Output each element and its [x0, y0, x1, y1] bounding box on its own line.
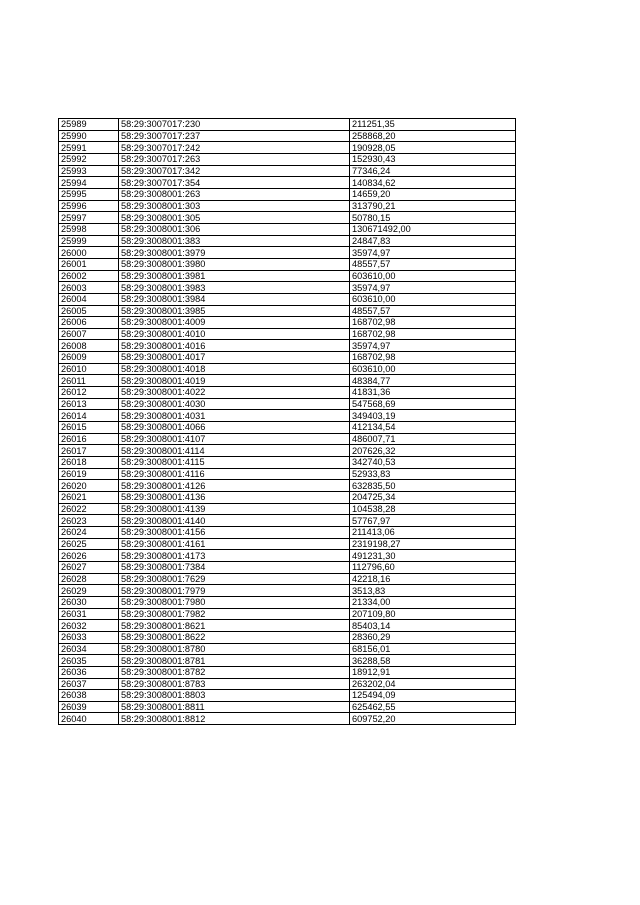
- value-cell: 349403,19: [350, 410, 516, 422]
- table-row: [59, 608, 516, 620]
- row-number-cell: 26026: [59, 550, 119, 562]
- cadastral-number-cell: 58:29:3008001:8803: [119, 690, 350, 702]
- cadastral-number-cell: 58:29:3008001:8781: [119, 655, 350, 667]
- table-row: [59, 538, 516, 550]
- row-number-cell: 26004: [59, 293, 119, 305]
- table-body: [59, 119, 516, 725]
- cadastral-number-cell: 58:29:3007017:342: [119, 165, 350, 177]
- row-number-cell: 26037: [59, 678, 119, 690]
- cadastral-number-cell: 58:29:3008001:305: [119, 212, 350, 224]
- cadastral-number-cell: 58:29:3008001:4116: [119, 468, 350, 480]
- cadastral-number-cell: 58:29:3008001:4019: [119, 375, 350, 387]
- value-cell: 211251,35: [350, 119, 516, 131]
- row-number-cell: 26030: [59, 596, 119, 608]
- cadastral-number-cell: 58:29:3008001:8780: [119, 643, 350, 655]
- table-row: [59, 188, 516, 200]
- row-number-cell: 26007: [59, 328, 119, 340]
- cadastral-number-cell: 58:29:3008001:8622: [119, 631, 350, 643]
- cadastral-number-cell: 58:29:3007017:242: [119, 142, 350, 154]
- value-cell: 491231,30: [350, 550, 516, 562]
- value-cell: 168702,98: [350, 328, 516, 340]
- value-cell: 35974,97: [350, 247, 516, 259]
- cadastral-number-cell: 58:29:3008001:306: [119, 223, 350, 235]
- value-cell: 68156,01: [350, 643, 516, 655]
- row-number-cell: 26017: [59, 445, 119, 457]
- cadastral-number-cell: 58:29:3008001:7384: [119, 561, 350, 573]
- row-number-cell: 26010: [59, 363, 119, 375]
- value-cell: 3513,83: [350, 585, 516, 597]
- value-cell: 632835,50: [350, 480, 516, 492]
- table-row: [59, 410, 516, 422]
- table-row: [59, 468, 516, 480]
- row-number-cell: 26021: [59, 492, 119, 504]
- row-number-cell: 26009: [59, 352, 119, 364]
- value-cell: 140834,62: [350, 177, 516, 189]
- cadastral-number-cell: 58:29:3008001:4136: [119, 492, 350, 504]
- cadastral-number-cell: 58:29:3007017:263: [119, 153, 350, 165]
- cadastral-number-cell: 58:29:3008001:3984: [119, 293, 350, 305]
- row-number-cell: 25998: [59, 223, 119, 235]
- table-row: [59, 690, 516, 702]
- table-row: [59, 526, 516, 538]
- table-row: [59, 247, 516, 259]
- table-row: [59, 153, 516, 165]
- table-row: [59, 119, 516, 131]
- row-number-cell: 26016: [59, 433, 119, 445]
- value-cell: 125494,09: [350, 690, 516, 702]
- table-row: [59, 317, 516, 329]
- cadastral-number-cell: 58:29:3008001:4018: [119, 363, 350, 375]
- value-cell: 342740,53: [350, 457, 516, 469]
- cadastral-number-cell: 58:29:3008001:4140: [119, 515, 350, 527]
- cadastral-number-cell: 58:29:3008001:4107: [119, 433, 350, 445]
- row-number-cell: 26006: [59, 317, 119, 329]
- value-cell: 130671492,00: [350, 223, 516, 235]
- row-number-cell: 26036: [59, 666, 119, 678]
- row-number-cell: 25992: [59, 153, 119, 165]
- table-row: [59, 387, 516, 399]
- cadastral-number-cell: 58:29:3007017:354: [119, 177, 350, 189]
- value-cell: 52933,83: [350, 468, 516, 480]
- value-cell: 42218,16: [350, 573, 516, 585]
- row-number-cell: 26025: [59, 538, 119, 550]
- table-row: [59, 701, 516, 713]
- cadastral-number-cell: 58:29:3008001:8782: [119, 666, 350, 678]
- row-number-cell: 26000: [59, 247, 119, 259]
- cadastral-number-cell: 58:29:3008001:7980: [119, 596, 350, 608]
- cadastral-number-cell: 58:29:3008001:3981: [119, 270, 350, 282]
- row-number-cell: 26008: [59, 340, 119, 352]
- row-number-cell: 26034: [59, 643, 119, 655]
- table-row: [59, 655, 516, 667]
- value-cell: 48557,57: [350, 305, 516, 317]
- row-number-cell: 26020: [59, 480, 119, 492]
- cadastral-number-cell: 58:29:3008001:383: [119, 235, 350, 247]
- cadastral-number-cell: 58:29:3008001:3985: [119, 305, 350, 317]
- row-number-cell: 25996: [59, 200, 119, 212]
- row-number-cell: 26029: [59, 585, 119, 597]
- cadastral-number-cell: 58:29:3008001:7979: [119, 585, 350, 597]
- value-cell: 211413,06: [350, 526, 516, 538]
- value-cell: 14659,20: [350, 188, 516, 200]
- cadastral-number-cell: 58:29:3008001:4173: [119, 550, 350, 562]
- value-cell: 21334,00: [350, 596, 516, 608]
- table-row: [59, 561, 516, 573]
- cadastral-number-cell: 58:29:3008001:4161: [119, 538, 350, 550]
- cadastral-number-cell: 58:29:3008001:4115: [119, 457, 350, 469]
- table-row: [59, 631, 516, 643]
- table-row: [59, 515, 516, 527]
- row-number-cell: 25997: [59, 212, 119, 224]
- table-row: [59, 165, 516, 177]
- row-number-cell: 26011: [59, 375, 119, 387]
- value-cell: 486007,71: [350, 433, 516, 445]
- table-row: [59, 270, 516, 282]
- value-cell: 412134,54: [350, 422, 516, 434]
- row-number-cell: 25989: [59, 119, 119, 131]
- table-row: [59, 352, 516, 364]
- value-cell: 35974,97: [350, 340, 516, 352]
- value-cell: 2319198,27: [350, 538, 516, 550]
- table-row: [59, 363, 516, 375]
- cadastral-number-cell: 58:29:3008001:4139: [119, 503, 350, 515]
- data-table: [58, 118, 516, 725]
- value-cell: 77346,24: [350, 165, 516, 177]
- value-cell: 18912,91: [350, 666, 516, 678]
- cadastral-number-cell: 58:29:3008001:4017: [119, 352, 350, 364]
- value-cell: 313790,21: [350, 200, 516, 212]
- cadastral-number-cell: 58:29:3008001:4010: [119, 328, 350, 340]
- row-number-cell: 26024: [59, 526, 119, 538]
- cadastral-number-cell: 58:29:3008001:303: [119, 200, 350, 212]
- table-row: [59, 293, 516, 305]
- cadastral-number-cell: 58:29:3008001:4031: [119, 410, 350, 422]
- value-cell: 50780,15: [350, 212, 516, 224]
- value-cell: 207109,80: [350, 608, 516, 620]
- cadastral-number-cell: 58:29:3008001:4066: [119, 422, 350, 434]
- cadastral-number-cell: 58:29:3007017:237: [119, 130, 350, 142]
- value-cell: 207626,32: [350, 445, 516, 457]
- row-number-cell: 26014: [59, 410, 119, 422]
- value-cell: 48557,57: [350, 258, 516, 270]
- row-number-cell: 26019: [59, 468, 119, 480]
- table-row: [59, 480, 516, 492]
- row-number-cell: 26015: [59, 422, 119, 434]
- table-row: [59, 620, 516, 632]
- row-number-cell: 26039: [59, 701, 119, 713]
- value-cell: 204725,34: [350, 492, 516, 504]
- table-row: [59, 282, 516, 294]
- value-cell: 104538,28: [350, 503, 516, 515]
- row-number-cell: 26031: [59, 608, 119, 620]
- row-number-cell: 25990: [59, 130, 119, 142]
- table-row: [59, 713, 516, 725]
- row-number-cell: 26018: [59, 457, 119, 469]
- value-cell: 258868,20: [350, 130, 516, 142]
- value-cell: 609752,20: [350, 713, 516, 725]
- table-row: [59, 433, 516, 445]
- value-cell: 112796,60: [350, 561, 516, 573]
- table-row: [59, 596, 516, 608]
- table-row: [59, 457, 516, 469]
- table-row: [59, 550, 516, 562]
- table-row: [59, 573, 516, 585]
- value-cell: 48384,77: [350, 375, 516, 387]
- table-row: [59, 375, 516, 387]
- cadastral-number-cell: 58:29:3008001:8783: [119, 678, 350, 690]
- row-number-cell: 26035: [59, 655, 119, 667]
- table-row: [59, 666, 516, 678]
- value-cell: 24847,83: [350, 235, 516, 247]
- row-number-cell: 26013: [59, 398, 119, 410]
- row-number-cell: 26038: [59, 690, 119, 702]
- row-number-cell: 25995: [59, 188, 119, 200]
- row-number-cell: 25999: [59, 235, 119, 247]
- cadastral-number-cell: 58:29:3008001:4022: [119, 387, 350, 399]
- table-row: [59, 235, 516, 247]
- table-row: [59, 142, 516, 154]
- value-cell: 547568,69: [350, 398, 516, 410]
- row-number-cell: 25993: [59, 165, 119, 177]
- value-cell: 35974,97: [350, 282, 516, 294]
- table-row: [59, 445, 516, 457]
- cadastral-number-cell: 58:29:3008001:8812: [119, 713, 350, 725]
- row-number-cell: 26012: [59, 387, 119, 399]
- value-cell: 168702,98: [350, 317, 516, 329]
- row-number-cell: 25994: [59, 177, 119, 189]
- value-cell: 190928,05: [350, 142, 516, 154]
- cadastral-number-cell: 58:29:3008001:7982: [119, 608, 350, 620]
- table-row: [59, 422, 516, 434]
- value-cell: 625462,55: [350, 701, 516, 713]
- table-row: [59, 328, 516, 340]
- cadastral-number-cell: 58:29:3008001:8811: [119, 701, 350, 713]
- value-cell: 603610,00: [350, 363, 516, 375]
- row-number-cell: 26027: [59, 561, 119, 573]
- row-number-cell: 26001: [59, 258, 119, 270]
- cadastral-number-cell: 58:29:3008001:4114: [119, 445, 350, 457]
- table-row: [59, 212, 516, 224]
- table-row: [59, 305, 516, 317]
- cadastral-number-cell: 58:29:3008001:263: [119, 188, 350, 200]
- row-number-cell: 26005: [59, 305, 119, 317]
- row-number-cell: 26022: [59, 503, 119, 515]
- table-row: [59, 503, 516, 515]
- cadastral-number-cell: 58:29:3008001:3979: [119, 247, 350, 259]
- value-cell: 36288,58: [350, 655, 516, 667]
- value-cell: 603610,00: [350, 293, 516, 305]
- table-row: [59, 678, 516, 690]
- value-cell: 603610,00: [350, 270, 516, 282]
- value-cell: 152930,43: [350, 153, 516, 165]
- row-number-cell: 26023: [59, 515, 119, 527]
- row-number-cell: 26003: [59, 282, 119, 294]
- cadastral-number-cell: 58:29:3008001:4030: [119, 398, 350, 410]
- row-number-cell: 26040: [59, 713, 119, 725]
- value-cell: 41831,36: [350, 387, 516, 399]
- table-row: [59, 200, 516, 212]
- table-row: [59, 130, 516, 142]
- cadastral-number-cell: 58:29:3008001:8621: [119, 620, 350, 632]
- cadastral-number-cell: 58:29:3008001:3983: [119, 282, 350, 294]
- row-number-cell: 26002: [59, 270, 119, 282]
- value-cell: 168702,98: [350, 352, 516, 364]
- row-number-cell: 25991: [59, 142, 119, 154]
- value-cell: 263202,04: [350, 678, 516, 690]
- cadastral-number-cell: 58:29:3008001:4009: [119, 317, 350, 329]
- table-row: [59, 398, 516, 410]
- row-number-cell: 26032: [59, 620, 119, 632]
- table-row: [59, 258, 516, 270]
- cadastral-number-cell: 58:29:3007017:230: [119, 119, 350, 131]
- row-number-cell: 26028: [59, 573, 119, 585]
- cadastral-number-cell: 58:29:3008001:7629: [119, 573, 350, 585]
- value-cell: 28360,29: [350, 631, 516, 643]
- table-row: [59, 492, 516, 504]
- table-row: [59, 177, 516, 189]
- cadastral-number-cell: 58:29:3008001:4156: [119, 526, 350, 538]
- value-cell: 85403,14: [350, 620, 516, 632]
- cadastral-number-cell: 58:29:3008001:4016: [119, 340, 350, 352]
- value-cell: 57767,97: [350, 515, 516, 527]
- table-row: [59, 223, 516, 235]
- table-row: [59, 340, 516, 352]
- cadastral-number-cell: 58:29:3008001:4126: [119, 480, 350, 492]
- cadastral-number-cell: 58:29:3008001:3980: [119, 258, 350, 270]
- table-row: [59, 643, 516, 655]
- table-row: [59, 585, 516, 597]
- row-number-cell: 26033: [59, 631, 119, 643]
